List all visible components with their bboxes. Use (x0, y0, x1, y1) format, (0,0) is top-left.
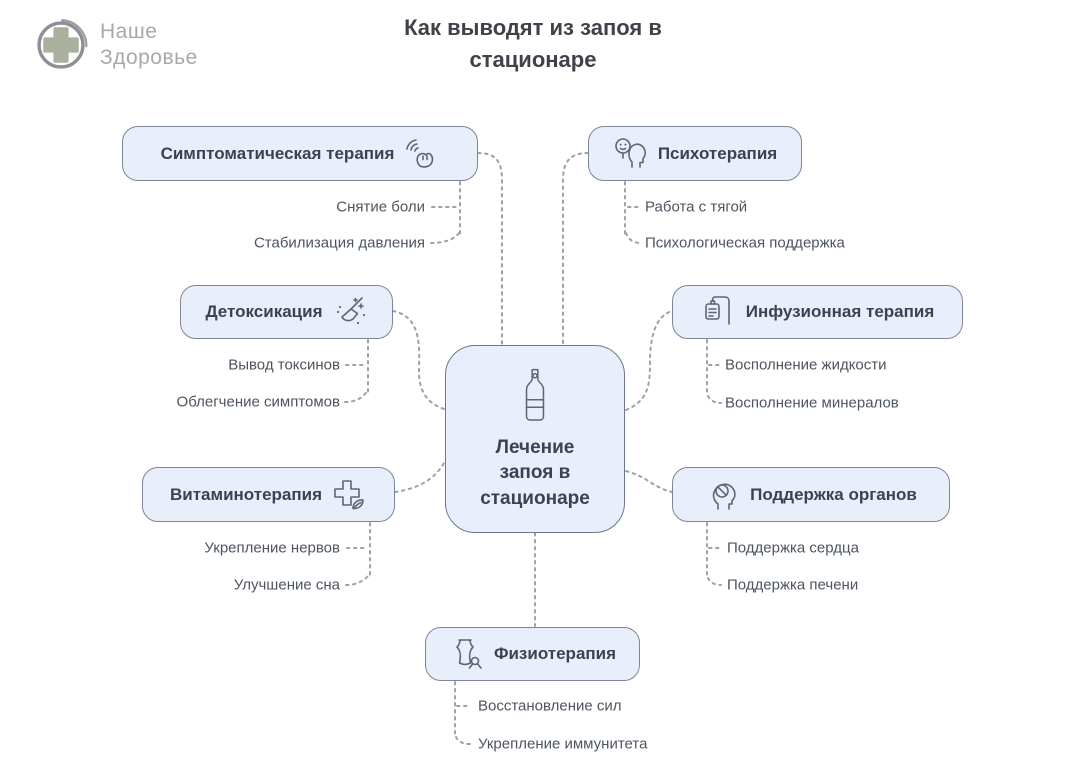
sub-item-nerve-strengthening: Укрепление нервов (204, 539, 340, 557)
connector-psychotherapy-center (563, 153, 588, 344)
logo-text-line1: Наше (100, 19, 158, 43)
node-central-treatment (445, 345, 625, 533)
sub-item-pain-relief: Снятие боли (336, 198, 425, 216)
center-label-line3: стационаре (480, 487, 590, 509)
node-label: Психотерапия (657, 143, 778, 163)
node-physiotherapy (425, 627, 640, 681)
connector-sub (345, 391, 367, 402)
sub-item-sleep-improvement: Улучшение сна (233, 576, 340, 594)
node-organ-support (672, 467, 950, 522)
sub-item-liver-support: Поддержка печени (727, 576, 859, 594)
psychology-head-icon (613, 136, 649, 172)
iv-drip-icon (701, 294, 737, 330)
connector-sub (431, 233, 459, 243)
node-infusion-therapy (672, 285, 963, 339)
sub-item-mineral-replenishment: Восполнение минералов (725, 394, 899, 412)
connector-vitamin-center (395, 463, 444, 492)
node-label: Инфузионная терапия (745, 302, 935, 321)
sub-item-immunity-strengthening: Укрепление иммунитета (478, 735, 648, 753)
node-symptomatic-therapy (122, 126, 478, 181)
sub-item-symptom-relief: Облегчение симптомов (176, 393, 340, 411)
connector-sub (346, 575, 369, 585)
connector-sub (708, 578, 721, 585)
connector-sub (626, 233, 641, 243)
node-label: Физиотерапия (493, 644, 617, 663)
sub-item-craving-work: Работа с тягой (645, 198, 748, 216)
logo-text-line2: Здоровье (100, 46, 198, 69)
node-label: Симптоматическая терапия (160, 143, 395, 163)
organ-head-icon (705, 477, 741, 513)
node-vitamin-therapy (142, 467, 395, 522)
sub-item-pressure-stabilization: Стабилизация давления (253, 234, 425, 252)
bottle-icon (519, 367, 551, 423)
massage-icon (449, 636, 485, 672)
connector-center-infusion (626, 311, 672, 410)
headache-icon (403, 136, 439, 172)
center-node-label (480, 435, 590, 512)
page-title-line1: Как выводят из запоя в (404, 15, 662, 40)
page-title-line2: стационаре (469, 46, 597, 72)
connector-sub (456, 737, 470, 744)
sub-item-fluid-replenishment: Восполнение жидкости (725, 356, 887, 374)
connector-sub (708, 396, 721, 403)
sub-item-strength-recovery: Восстановление сил (478, 697, 622, 715)
center-label-line2: запоя в (499, 462, 571, 484)
node-label: Витаминотерапия (169, 484, 323, 504)
sub-item-toxin-removal: Вывод токсинов (228, 356, 340, 374)
cross-leaf-icon (331, 477, 367, 513)
broom-icon (332, 294, 368, 330)
node-detoxification (180, 285, 393, 339)
center-label-line1: Лечение (495, 436, 575, 458)
node-psychotherapy (588, 126, 802, 181)
node-label: Детоксикация (205, 302, 323, 321)
connector-symptomatic-center (478, 153, 502, 344)
node-label: Поддержка органов (750, 484, 917, 504)
connector-detox-center (393, 311, 444, 409)
connector-center-organs (626, 471, 672, 492)
sub-item-heart-support: Поддержка сердца (727, 539, 859, 557)
sub-item-psych-support: Психологическая поддержка (645, 234, 845, 252)
